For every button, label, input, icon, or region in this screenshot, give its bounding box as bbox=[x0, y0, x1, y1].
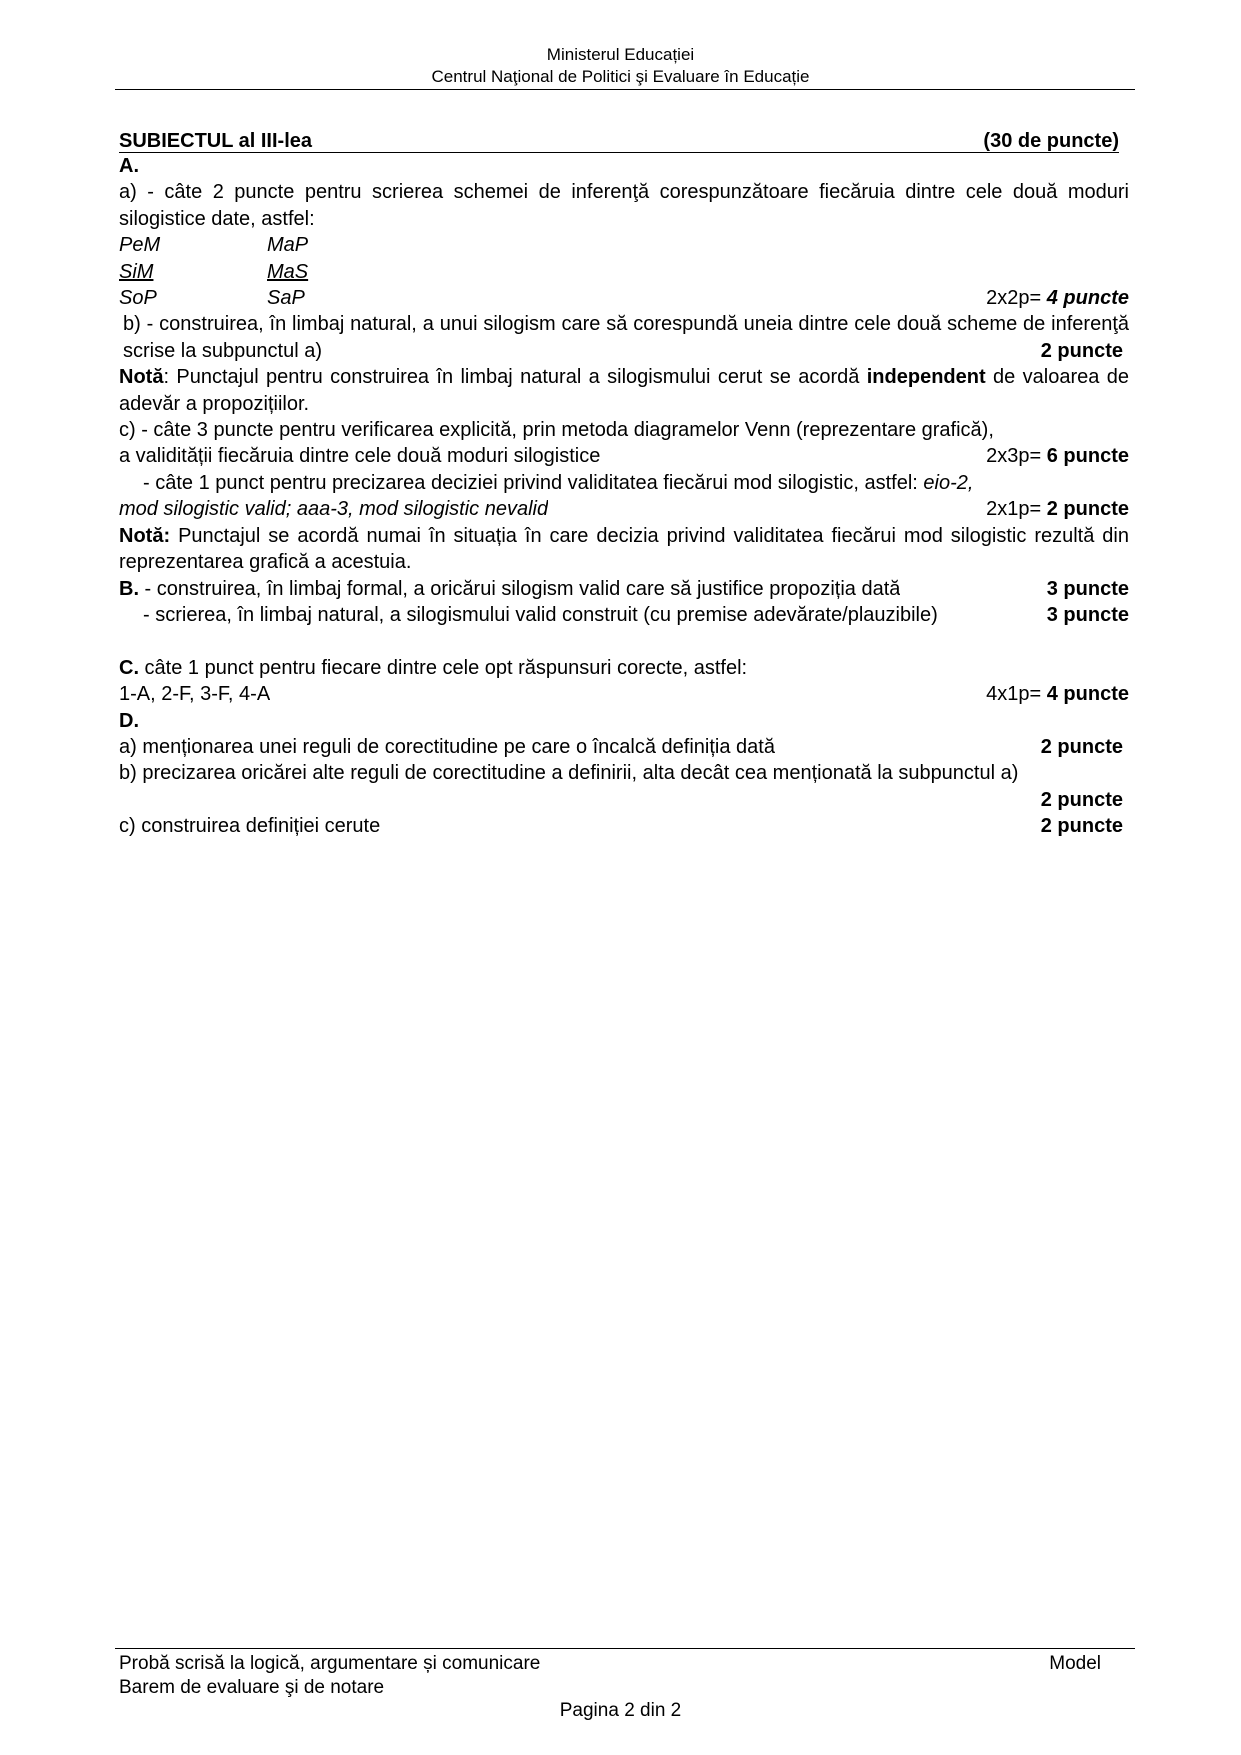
footer-row-1 bbox=[119, 1653, 1119, 1675]
section-a-item-c: c) - câte 3 puncte pentru verificarea explicită, prin metoda diagramelor Venn (reprezentare grafică), bbox=[119, 419, 994, 442]
schema-premise-2: MaS bbox=[267, 260, 309, 283]
section-a-b-score: 2 puncte bbox=[1040, 339, 1123, 362]
subject-heading bbox=[119, 130, 1119, 153]
subject-points: (30 de puncte) bbox=[983, 130, 1119, 152]
schema-conclusion-2: SaP bbox=[267, 287, 305, 310]
schema-row bbox=[119, 232, 1129, 258]
schema-premise-1: SiM bbox=[119, 260, 154, 283]
header-center: Centrul Naţional de Politici şi Evaluare în Educație bbox=[431, 67, 810, 86]
header-rule bbox=[115, 89, 1135, 90]
grading-content bbox=[119, 130, 1129, 840]
section-d-item-c: c) construirea definiției cerute 2 puncte bbox=[119, 815, 1123, 838]
footer-barem: Barem de evaluare şi de notare bbox=[119, 1677, 385, 1698]
section-a-item-c2: - câte 1 punct pentru precizarea deciziei privind validitatea fiecărui mod silogistic, astfel: eio-2, bbox=[143, 471, 974, 494]
section-a-label: A. bbox=[119, 155, 139, 177]
section-b-line-1: B. - construirea, în limbaj formal, a oricărui silogism valid care să justifice propoziția dată 3 puncte bbox=[119, 577, 1129, 600]
section-a-item-c2-cont: mod silogistic valid; aaa-3, mod silogistic nevalid 2x1p= 2 puncte bbox=[119, 498, 1129, 521]
schema-row bbox=[119, 259, 1129, 285]
note-2: Notă: Punctajul se acordă numai în situația în care decizia privind validitatea fiecărui mod silogistic rezultă din reprezentarea grafică a acestuia. bbox=[119, 524, 1129, 574]
schema-premise-1: PeM bbox=[119, 234, 161, 257]
header-ministry: Ministerul Educației bbox=[546, 45, 695, 64]
section-b-line-2: - scrierea, în limbaj natural, a silogismului valid construit (cu premise adevărate/plauzibile) 3 puncte bbox=[143, 603, 1129, 626]
section-c-line: C. câte 1 punct pentru fiecare dintre cele opt răspunsuri corecte, astfel: bbox=[119, 656, 748, 679]
schema-conclusion-1: SoP bbox=[119, 287, 157, 310]
footer-page-number: Pagina 2 din 2 bbox=[559, 1700, 682, 1721]
note-1: Notă: Punctajul pentru construirea în limbaj natural a silogismului cerut se acordă independent de valoarea de adevăr a propozițiilor. bbox=[119, 366, 1129, 415]
section-a-a-score: 2x2p= 4 puncte bbox=[986, 287, 1129, 310]
section-a-item-c-cont: a validității fiecăruia dintre cele două moduri silogistice 2x3p= 6 puncte bbox=[119, 445, 1129, 468]
section-d-item-a: a) menționarea unei reguli de corectitudine pe care o încalcă definiția dată 2 puncte bbox=[119, 735, 1123, 758]
section-a-item-a: a) - câte 2 puncte pentru scrierea schemei de inferenţă corespunzătoare fiecăruia dintre cele două moduri silogistice date, astfel: bbox=[119, 181, 1129, 230]
section-d-label: D. bbox=[119, 709, 139, 732]
footer-model: Model bbox=[1049, 1653, 1101, 1674]
section-c-answers: 1-A, 2-F, 3-F, 4-A 4x1p= 4 puncte bbox=[119, 683, 1129, 706]
section-a-item-b: b) - construirea, în limbaj natural, a unui silogism care să corespundă uneia dintre cele două scheme de inferenţă scrise la subpunctul a) bbox=[123, 313, 1129, 362]
schema-row bbox=[119, 285, 1129, 311]
schema-premise-2: MaP bbox=[267, 234, 309, 257]
footer-rule bbox=[115, 1648, 1135, 1649]
section-d-item-b: b) precizarea oricărei alte reguli de corectitudine a definirii, alta decât cea menționată la subpunctul a) bbox=[119, 762, 1019, 785]
section-d-b-score: 2 puncte bbox=[1040, 788, 1123, 811]
footer-exam: Probă scrisă la logică, argumentare și comunicare bbox=[119, 1653, 541, 1674]
subject-title: SUBIECTUL al III-lea bbox=[119, 130, 313, 152]
